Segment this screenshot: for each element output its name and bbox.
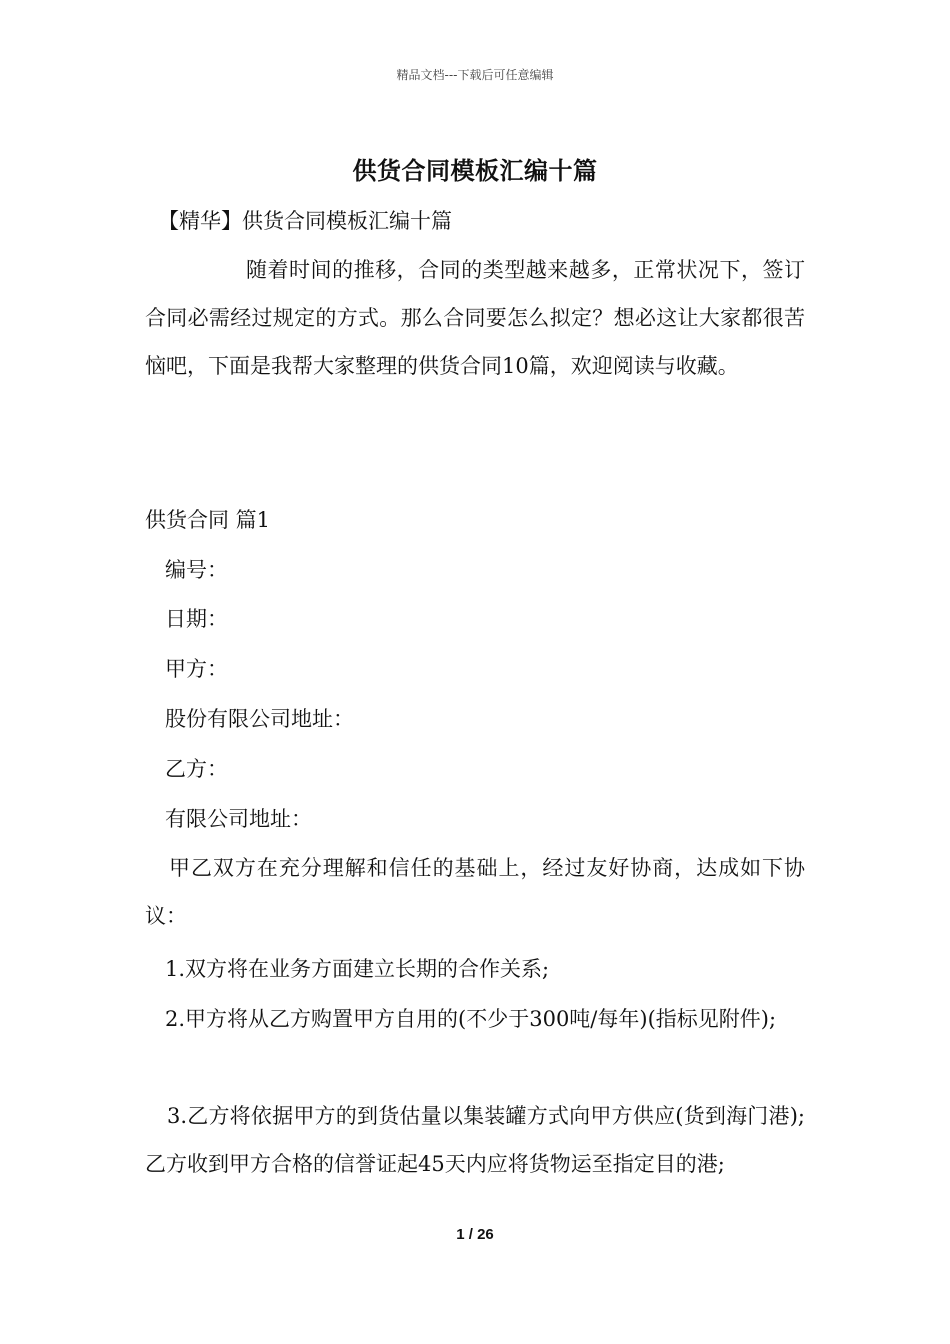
clause-2: 2.甲方将从乙方购置甲方自用的(不少于300吨/每年)(指标见附件); xyxy=(165,1007,777,1031)
field-party-b: 乙方： xyxy=(165,757,228,781)
section-heading: 供货合同 篇1 xyxy=(145,508,271,532)
page-header: 精品文档---下载后可任意编辑 xyxy=(396,68,554,82)
page-indicator: 1 / 26 xyxy=(456,1226,494,1243)
intro-paragraph: 随着时间的推移，合同的类型越来越多，正常状况下，签订合同必需经过规定的方式。那么合同要怎么拟定？想必这让大家都很苦恼吧，下面是我帮大家整理的供货合同10篇，欢迎阅读与收藏。 xyxy=(145,258,805,378)
document-title: 供货合同模板汇编十篇 xyxy=(352,156,598,185)
field-date: 日期： xyxy=(165,607,228,631)
clause-3: 3.乙方将依据甲方的到货估量以集装罐方式向甲方供应(货到海门港);乙方收到甲方合格的信誉证起45天内应将货物运至指定目的港; xyxy=(145,1104,805,1176)
agreement-paragraph: 甲乙双方在充分理解和信任的基础上，经过友好协商，达成如下协议： xyxy=(145,856,805,928)
field-party-b-address: 有限公司地址： xyxy=(165,807,312,831)
field-party-a-address: 股份有限公司地址： xyxy=(165,707,354,731)
document-subtitle: 【精华】供货合同模板汇编十篇 xyxy=(158,209,452,233)
field-party-a: 甲方： xyxy=(165,657,228,681)
field-number: 编号： xyxy=(165,558,228,582)
clause-1: 1.双方将在业务方面建立长期的合作关系; xyxy=(165,957,550,981)
